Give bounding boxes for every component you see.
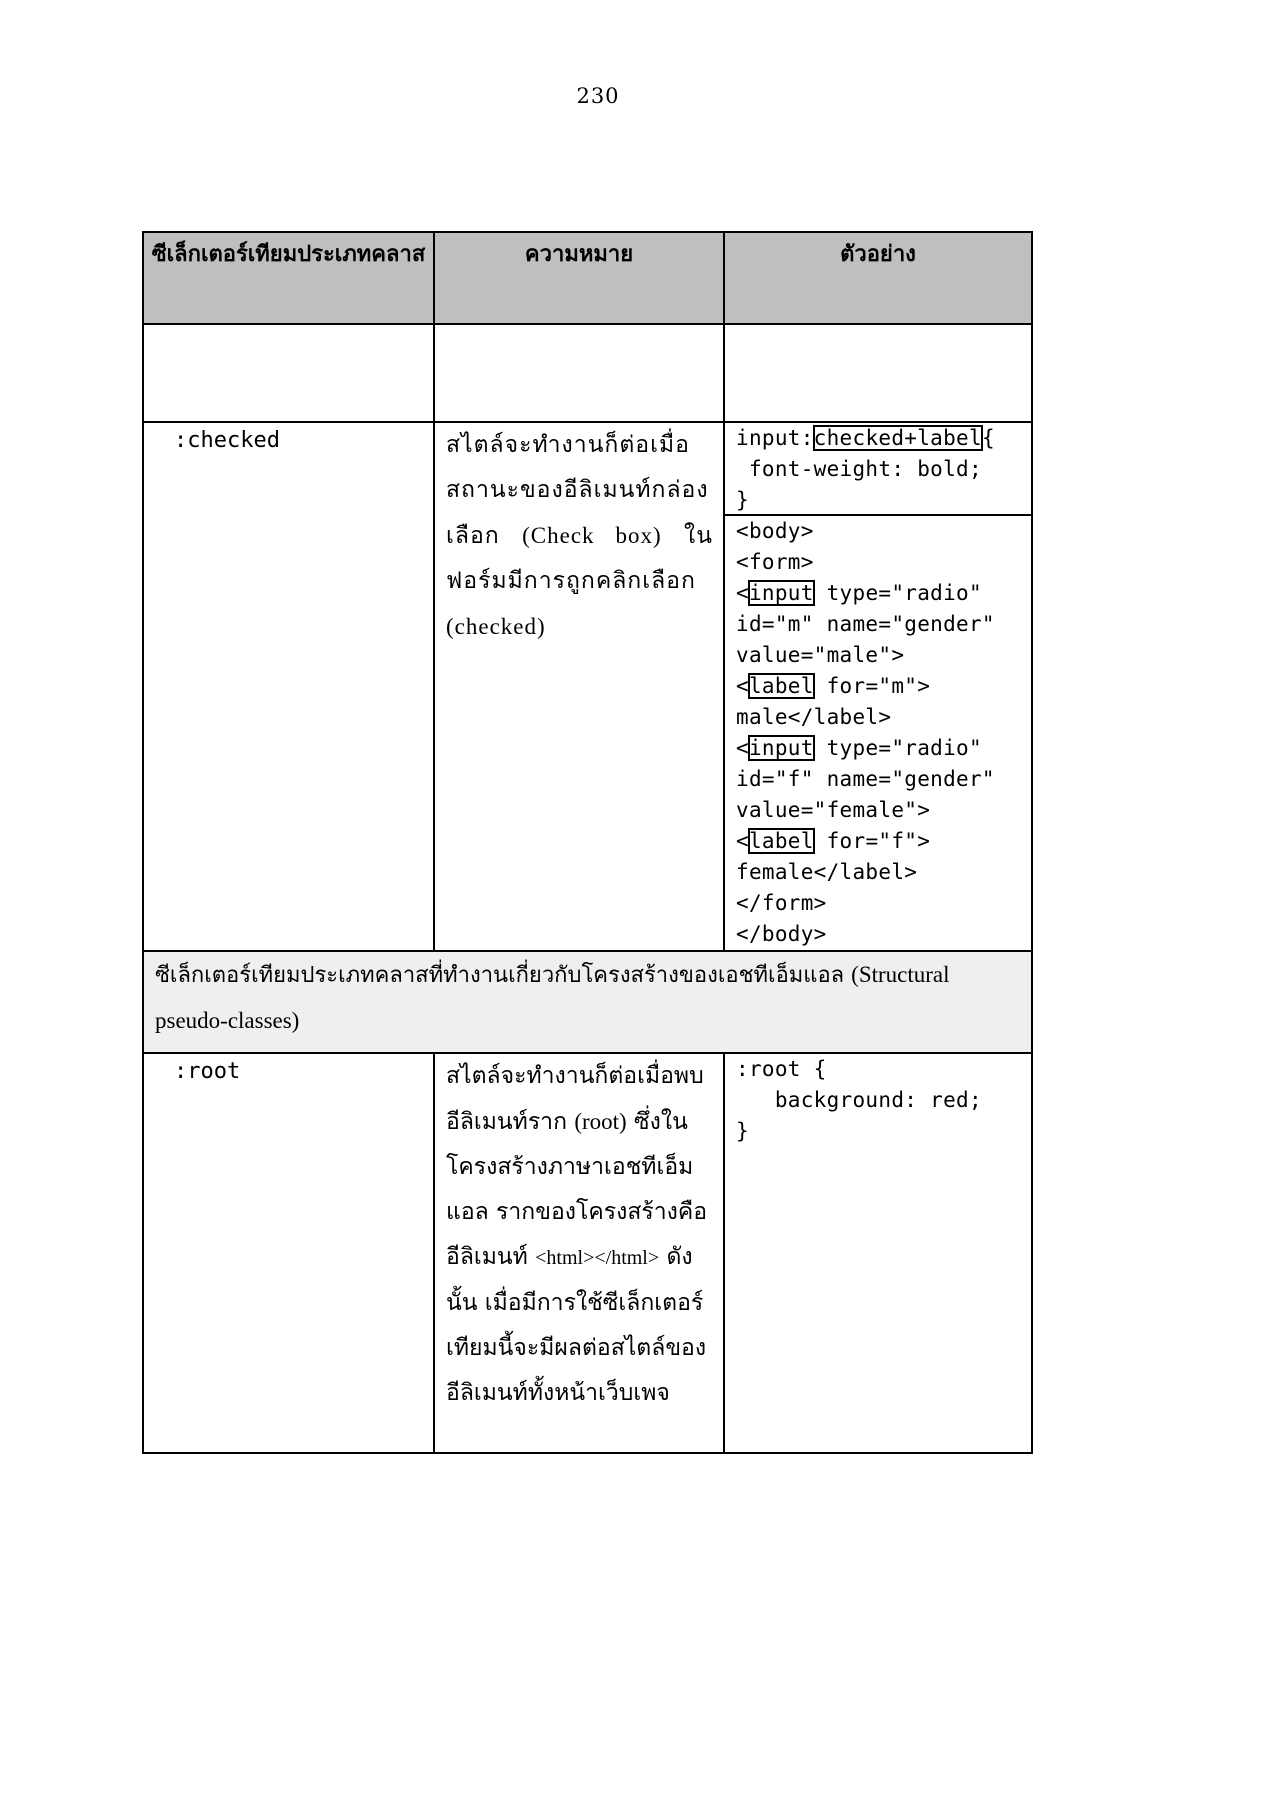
meaning-cell — [434, 1053, 724, 1453]
code-token: type="radio" — [813, 581, 982, 605]
highlighted-code-token: label — [748, 829, 814, 853]
code-line: </form> — [736, 891, 827, 915]
code-token: input: — [736, 426, 814, 450]
table-row-blank — [143, 324, 1032, 422]
highlighted-code-token: label — [748, 674, 814, 698]
blank-cell — [724, 324, 1032, 422]
selector-cell — [143, 422, 434, 951]
selector-name: :checked — [174, 428, 280, 453]
example-cell — [724, 422, 1032, 951]
code-token: for="m"> — [813, 674, 931, 698]
pseudo-class-table — [142, 231, 1033, 1454]
selector-name: :root — [174, 1059, 241, 1084]
meaning-part: สไตล์จะทำงานก็ต่อเมื่อสถานะของอีลิเมนท์กล่องเลือก — [446, 432, 709, 549]
code-token: { — [981, 426, 995, 450]
code-line: <body> — [736, 519, 814, 543]
header-meaning — [434, 232, 724, 324]
blank-cell — [143, 324, 434, 422]
code-token: < — [736, 736, 749, 760]
meaning-part-latin: (Check box) — [522, 523, 662, 548]
highlighted-code-token: input — [748, 736, 814, 760]
highlighted-code-token: input — [748, 581, 814, 605]
code-line: :root { — [736, 1057, 827, 1081]
example-css-code — [725, 423, 1031, 514]
code-line: value="male"> — [736, 643, 905, 667]
code-token: < — [736, 829, 749, 853]
meaning-part: ดังนั้น เมื่อมีการใช้ซีเล็กเตอร์เทียมนี้จะมีผลต่อสไตล์ของอีลิเมนท์ทั้งหน้าเว็บเพจ — [446, 1244, 707, 1406]
example-cell — [724, 1053, 1032, 1453]
example-html-code — [725, 514, 1031, 950]
header-example-label: ตัวอย่าง — [840, 242, 916, 267]
meaning-part-latin: (checked) — [446, 614, 546, 639]
header-meaning-label: ความหมาย — [524, 242, 634, 267]
highlighted-code-token: checked+label — [813, 426, 982, 450]
meaning-part: สไตล์จะทำงานก็ต่อเมื่อพบอีลิเมนท์ราก — [446, 1063, 704, 1135]
meaning-cell — [434, 422, 724, 951]
code-token: type="radio" — [813, 736, 982, 760]
meaning-part: ในฟอร์มมีการถูกคลิกเลือก — [446, 523, 714, 594]
code-line: id="f" name="gender" — [736, 767, 995, 791]
code-token: < — [736, 581, 749, 605]
code-line: female</label> — [736, 860, 918, 884]
blank-cell — [434, 324, 724, 422]
meaning-text — [435, 423, 723, 650]
meaning-part-latin: <html></html> — [535, 1247, 660, 1269]
section-heading-latin: (Structural pseudo-classes) — [155, 962, 950, 1033]
meaning-text — [435, 1054, 723, 1416]
example-css-code — [725, 1054, 1031, 1147]
code-line: male</label> — [736, 705, 892, 729]
code-line: <form> — [736, 550, 814, 574]
code-line: value="female"> — [736, 798, 931, 822]
code-line: font-weight: bold; — [736, 457, 982, 481]
header-example — [724, 232, 1032, 324]
header-selector — [143, 232, 434, 324]
section-heading-cell — [143, 951, 1032, 1053]
code-line: } — [736, 1119, 749, 1143]
code-line: background: red; — [736, 1088, 982, 1112]
code-line: id="m" name="gender" — [736, 612, 995, 636]
code-token: < — [736, 674, 749, 698]
page-number: 230 — [576, 84, 620, 108]
selector-cell — [143, 1053, 434, 1453]
code-line: } — [736, 488, 749, 512]
meaning-part: ซึ่งในโครงสร้างภาษาเอชทีเอ็มแอล รากของโครงสร้างคืออีลิเมนท์ — [446, 1109, 708, 1270]
table-row-root — [143, 1053, 1032, 1453]
section-heading-thai: ซีเล็กเตอร์เทียมประเภทคลาสที่ทำงานเกี่ยวกับโครงสร้างของเอชทีเอ็มแอล — [155, 963, 852, 988]
table-header-row — [143, 232, 1032, 324]
code-token: for="f"> — [813, 829, 931, 853]
code-line: </body> — [736, 922, 827, 946]
header-selector-label: ซีเล็กเตอร์เทียมประเภทคลาส — [151, 242, 426, 267]
meaning-part-latin: (root) — [574, 1109, 627, 1134]
table-row-checked — [143, 422, 1032, 951]
table-row-section — [143, 951, 1032, 1053]
